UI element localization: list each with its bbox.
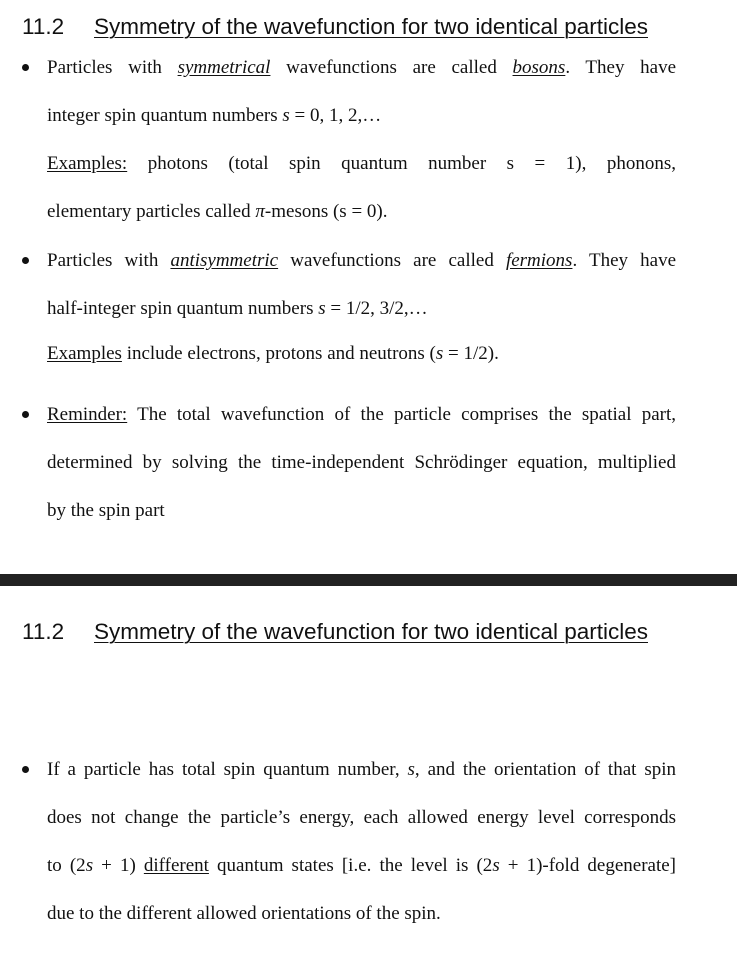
bullet-2-line-2: half-integer spin quantum numbers s = 1/2, 3/2,…	[47, 298, 428, 319]
examples-label: Examples:	[47, 153, 128, 174]
slide-1-heading	[22, 14, 648, 40]
reminder-label: Reminder:	[47, 404, 128, 425]
bullet-marker	[22, 257, 29, 264]
slide-2	[0, 586, 737, 972]
bullet-3-line-1: Reminder: The total wavefunction of the particle comprises the spatial part,	[47, 404, 676, 425]
bullet-3-line-3: by the spin part	[47, 500, 165, 521]
pi-symbol: π	[255, 201, 265, 222]
bullet-line-4: due to the different allowed orientations of the spin.	[47, 903, 441, 924]
heading-number: 11.2	[22, 14, 65, 39]
term-antisymmetric: antisymmetric	[170, 250, 279, 271]
bosons-term-symmetrical: symmetrical	[177, 57, 271, 78]
heading-title: Symmetry of the wavefunction for two identical particles	[94, 14, 648, 39]
different-term: different	[143, 855, 209, 876]
slide-2-heading	[22, 619, 648, 645]
bullet-1-line-3: Examples: photons (total spin quantum number s = 1), phonons,	[47, 153, 676, 174]
term-bosons: bosons	[512, 57, 566, 78]
bullet-2-line-1: Particles with antisymmetric wavefunctions are called fermions. They have	[47, 250, 677, 271]
bullet-marker	[22, 766, 29, 773]
heading-title: Symmetry of the wavefunction for two identical particles	[94, 619, 648, 644]
bullet-2-line-3: Examples include electrons, protons and neutrons (s = 1/2).	[47, 343, 499, 364]
bullet-1-line-4: elementary particles called π-mesons (s = 0).	[47, 201, 388, 222]
bullet-line-2: does not change the particle’s energy, each allowed energy level corresponds	[47, 807, 676, 828]
bullet-marker	[22, 411, 29, 418]
bullet-line-3: to (2s + 1) different quantum states [i.e. the level is (2s + 1)-fold degenerate]	[47, 855, 677, 876]
bullet-marker	[22, 64, 29, 71]
heading-number: 11.2	[22, 619, 65, 644]
bullet-1-line-2: integer spin quantum numbers s = 0, 1, 2,…	[47, 105, 382, 126]
bullet-3-line-2: determined by solving the time-independent Schrödinger equation, multiplied	[47, 452, 676, 473]
term-fermions: fermions	[505, 250, 573, 271]
bullet-1-line-1: Particles with symmetrical wavefunctions are called bosons. They have	[47, 57, 677, 78]
examples-label: Examples	[47, 343, 122, 364]
bullet-line-1: If a particle has total spin quantum number, s, and the orientation of that spin	[47, 759, 676, 780]
slide-divider	[0, 574, 737, 586]
